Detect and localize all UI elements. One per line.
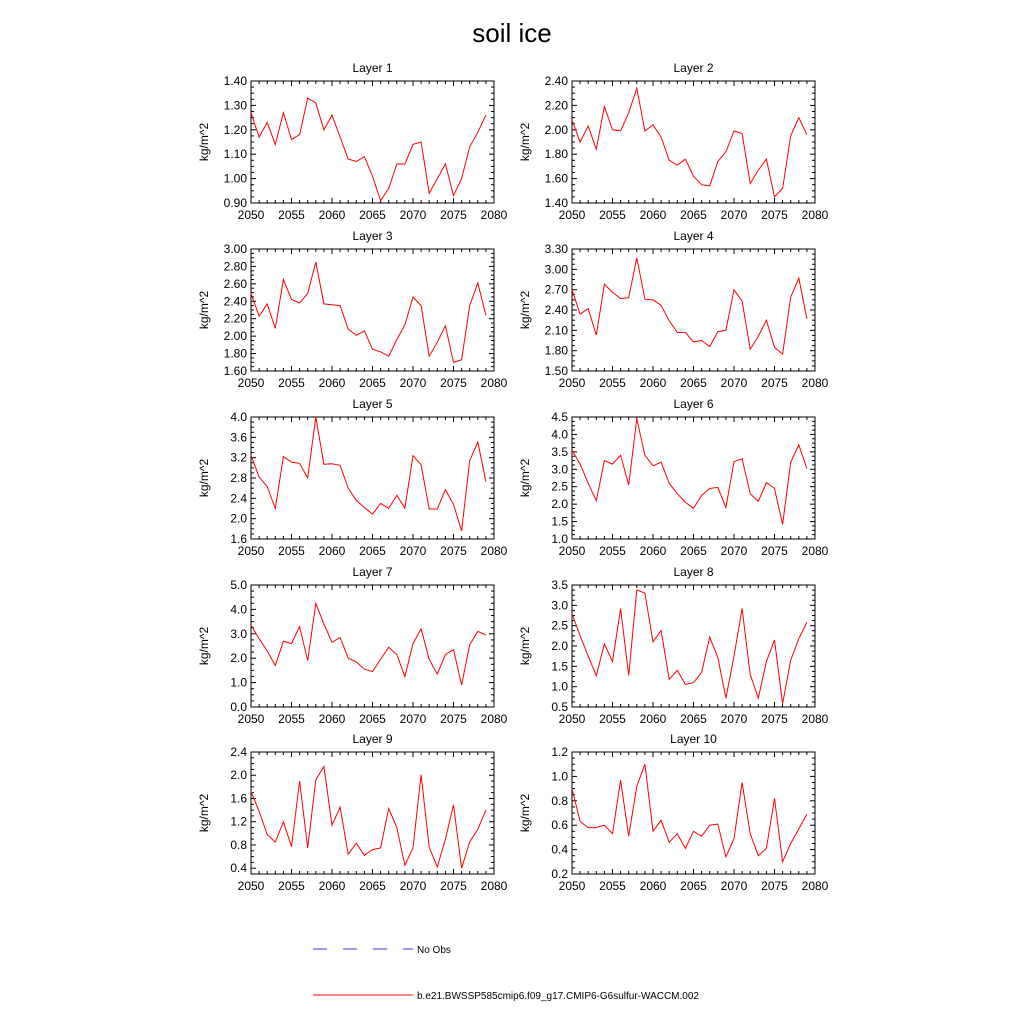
y-tick-label: 1.00	[223, 171, 247, 186]
y-tick-label: 3.0	[551, 462, 568, 477]
x-tick-label: 2065	[359, 712, 386, 726]
x-tick-label: 2080	[801, 376, 829, 390]
panel-title: Layer 10	[670, 732, 717, 746]
y-axis-label: kg/m^2	[518, 793, 532, 833]
x-tick-label: 2055	[278, 208, 305, 222]
y-tick-label: 2.20	[544, 98, 568, 113]
y-tick-label: 1.20	[223, 122, 247, 137]
y-tick-label: 2.5	[551, 479, 568, 494]
x-tick-label: 2055	[278, 879, 305, 893]
y-tick-label: 0.0	[230, 700, 247, 714]
series-line	[572, 764, 807, 862]
x-tick-label: 2060	[318, 376, 346, 390]
y-tick-label: 1.5	[551, 514, 568, 529]
x-tick-label: 2065	[359, 208, 386, 222]
x-tick-label: 2055	[599, 879, 626, 893]
series-line	[251, 767, 486, 869]
x-tick-label: 2060	[639, 879, 667, 893]
series-line	[572, 590, 807, 704]
panel-title: Layer 8	[673, 565, 714, 579]
x-tick-label: 2080	[801, 879, 829, 893]
panel-title: Layer 4	[673, 229, 714, 243]
y-tick-label: 3.2	[230, 450, 247, 465]
y-tick-label: 1.50	[544, 364, 568, 378]
y-tick-label: 2.20	[223, 311, 247, 326]
panel-layer-4	[518, 229, 829, 390]
legend-model-label: b.e21.BWSSP585cmip6.f09_g17.CMIP6-G6sulfur-WACCM.002	[417, 991, 699, 1002]
y-tick-label: 2.70	[544, 282, 568, 297]
y-tick-label: 1.5	[551, 659, 568, 674]
x-tick-label: 2065	[680, 879, 707, 893]
x-tick-label: 2060	[318, 712, 346, 726]
plot-frame	[572, 249, 815, 371]
y-tick-label: 1.6	[230, 791, 247, 806]
x-tick-label: 2055	[278, 712, 305, 726]
legend-no-obs-label: No Obs	[417, 945, 451, 956]
plot-frame	[251, 752, 494, 874]
y-tick-label: 2.60	[223, 276, 247, 291]
y-tick-label: 5.0	[230, 578, 247, 592]
x-tick-label: 2075	[440, 544, 467, 558]
x-tick-label: 2080	[801, 712, 829, 726]
x-tick-label: 2080	[480, 208, 508, 222]
series-line	[572, 419, 807, 525]
plot-frame	[572, 585, 815, 707]
x-tick-label: 2060	[318, 544, 346, 558]
y-tick-label: 2.40	[223, 294, 247, 309]
y-tick-label: 4.5	[551, 410, 568, 424]
x-tick-label: 2055	[278, 544, 305, 558]
x-tick-label: 2065	[359, 544, 386, 558]
y-tick-label: 2.00	[544, 122, 568, 137]
x-tick-label: 2060	[639, 544, 667, 558]
x-tick-label: 2070	[399, 208, 427, 222]
y-tick-label: 2.80	[223, 259, 247, 274]
x-tick-label: 2080	[480, 879, 508, 893]
plot-frame	[251, 417, 494, 539]
y-tick-label: 2.0	[551, 639, 568, 653]
y-tick-label: 0.8	[230, 837, 247, 852]
panel-title: Layer 9	[352, 732, 393, 746]
y-axis-label: kg/m^2	[197, 122, 211, 162]
y-tick-label: 3.0	[230, 626, 247, 641]
series-line	[251, 417, 486, 531]
x-tick-label: 2080	[480, 544, 508, 558]
y-tick-label: 2.5	[551, 618, 568, 633]
y-tick-label: 1.0	[230, 675, 247, 690]
series-line	[572, 88, 807, 197]
panel-title: Layer 5	[352, 397, 393, 411]
y-axis-label: kg/m^2	[518, 458, 532, 498]
y-tick-label: 2.4	[230, 491, 247, 506]
panel-title: Layer 7	[352, 565, 393, 579]
y-tick-label: 2.0	[551, 497, 568, 512]
x-tick-label: 2070	[720, 879, 748, 893]
y-axis-label: kg/m^2	[518, 290, 532, 330]
y-tick-label: 1.0	[551, 532, 568, 546]
y-axis-label: kg/m^2	[197, 290, 211, 330]
y-tick-label: 2.4	[230, 745, 247, 759]
x-tick-label: 2050	[237, 712, 265, 726]
y-tick-label: 1.60	[223, 364, 247, 378]
figure-title: soil ice	[472, 18, 552, 48]
x-tick-label: 2055	[599, 208, 626, 222]
panel-layer-1	[197, 61, 508, 222]
y-tick-label: 3.00	[544, 262, 568, 277]
x-tick-label: 2075	[761, 879, 788, 893]
plot-frame	[572, 752, 815, 874]
x-tick-label: 2070	[399, 544, 427, 558]
x-tick-label: 2055	[278, 376, 305, 390]
panel-title: Layer 1	[352, 61, 393, 75]
y-tick-label: 0.2	[551, 867, 568, 881]
x-tick-label: 2065	[359, 376, 386, 390]
x-tick-label: 2075	[440, 712, 467, 726]
panel-layer-3	[197, 229, 508, 390]
y-axis-label: kg/m^2	[197, 458, 211, 498]
y-tick-label: 2.40	[544, 303, 568, 317]
x-tick-label: 2070	[399, 376, 427, 390]
panel-layer-7	[197, 565, 508, 726]
x-tick-label: 2060	[318, 208, 346, 222]
panel-layer-6	[518, 397, 829, 558]
panel-title: Layer 2	[673, 61, 714, 75]
x-tick-label: 2075	[761, 544, 788, 558]
x-tick-label: 2050	[237, 376, 265, 390]
y-tick-label: 3.0	[551, 598, 568, 613]
x-tick-label: 2065	[680, 544, 707, 558]
legend	[313, 945, 699, 1002]
x-tick-label: 2070	[720, 544, 748, 558]
x-tick-label: 2050	[558, 544, 586, 558]
y-tick-label: 1.30	[223, 98, 247, 113]
panel-layer-5	[197, 397, 508, 558]
y-tick-label: 1.80	[223, 346, 247, 361]
y-tick-label: 1.0	[551, 769, 568, 784]
plot-frame	[251, 585, 494, 707]
x-tick-label: 2050	[237, 879, 265, 893]
plot-frame	[572, 417, 815, 539]
y-tick-label: 3.00	[223, 242, 247, 256]
y-tick-label: 0.90	[223, 196, 247, 210]
y-tick-label: 1.40	[223, 74, 247, 88]
x-tick-label: 2075	[440, 376, 467, 390]
x-tick-label: 2060	[639, 712, 667, 726]
x-tick-label: 2060	[639, 376, 667, 390]
y-axis-label: kg/m^2	[518, 626, 532, 666]
y-tick-label: 1.6	[230, 532, 247, 546]
x-tick-label: 2060	[639, 208, 667, 222]
panels	[197, 61, 829, 893]
y-tick-label: 1.2	[230, 814, 247, 829]
x-tick-label: 2075	[440, 208, 467, 222]
y-tick-label: 0.4	[551, 842, 568, 857]
x-tick-label: 2080	[801, 544, 829, 558]
x-tick-label: 2055	[599, 544, 626, 558]
x-tick-label: 2050	[558, 208, 586, 222]
x-tick-label: 2075	[761, 712, 788, 726]
x-tick-label: 2065	[680, 712, 707, 726]
x-tick-label: 2075	[761, 208, 788, 222]
x-tick-label: 2070	[720, 376, 748, 390]
x-tick-label: 2050	[558, 879, 586, 893]
y-tick-label: 0.6	[551, 818, 568, 833]
x-tick-label: 2075	[440, 879, 467, 893]
y-tick-label: 2.40	[544, 74, 568, 88]
y-axis-label: kg/m^2	[197, 626, 211, 666]
x-tick-label: 2070	[399, 712, 427, 726]
x-tick-label: 2080	[480, 376, 508, 390]
y-tick-label: 1.80	[544, 343, 568, 358]
y-tick-label: 3.6	[230, 430, 247, 445]
y-tick-label: 3.5	[551, 444, 568, 459]
x-tick-label: 2080	[480, 712, 508, 726]
x-tick-label: 2050	[558, 712, 586, 726]
plot-frame	[572, 81, 815, 203]
y-tick-label: 0.5	[551, 700, 568, 714]
panel-title: Layer 6	[673, 397, 714, 411]
y-tick-label: 2.10	[544, 323, 568, 338]
y-tick-label: 2.0	[230, 768, 247, 783]
plot-frame	[251, 249, 494, 371]
series-line	[251, 98, 486, 201]
y-tick-label: 1.2	[551, 745, 568, 759]
x-tick-label: 2070	[720, 208, 748, 222]
y-tick-label: 2.00	[223, 329, 247, 344]
x-tick-label: 2065	[359, 879, 386, 893]
y-tick-label: 0.8	[551, 793, 568, 808]
y-tick-label: 2.0	[230, 511, 247, 526]
x-tick-label: 2055	[599, 376, 626, 390]
y-axis-label: kg/m^2	[197, 793, 211, 833]
y-tick-label: 3.30	[544, 242, 568, 256]
y-axis-label: kg/m^2	[518, 122, 532, 162]
y-tick-label: 1.40	[544, 196, 568, 210]
y-tick-label: 2.0	[230, 651, 247, 666]
x-tick-label: 2080	[801, 208, 829, 222]
panel-layer-10	[518, 732, 829, 893]
x-tick-label: 2060	[318, 879, 346, 893]
x-tick-label: 2075	[761, 376, 788, 390]
panel-title: Layer 3	[352, 229, 393, 243]
y-tick-label: 3.5	[551, 578, 568, 592]
x-tick-label: 2065	[680, 208, 707, 222]
y-tick-label: 1.60	[544, 171, 568, 186]
y-tick-label: 4.0	[230, 602, 247, 617]
y-tick-label: 2.8	[230, 471, 247, 485]
x-tick-label: 2070	[720, 712, 748, 726]
x-tick-label: 2065	[680, 376, 707, 390]
x-tick-label: 2055	[599, 712, 626, 726]
x-tick-label: 2050	[558, 376, 586, 390]
series-line	[251, 262, 486, 362]
x-tick-label: 2050	[237, 544, 265, 558]
panel-layer-2	[518, 61, 829, 222]
y-tick-label: 1.10	[223, 147, 247, 162]
y-tick-label: 1.0	[551, 679, 568, 694]
plot-frame	[251, 81, 494, 203]
panel-layer-8	[518, 565, 829, 726]
series-line	[572, 258, 807, 354]
y-tick-label: 1.80	[544, 147, 568, 162]
x-tick-label: 2050	[237, 208, 265, 222]
series-line	[251, 603, 486, 685]
y-tick-label: 4.0	[551, 427, 568, 442]
y-tick-label: 0.4	[230, 861, 247, 876]
panel-layer-9	[197, 732, 508, 893]
y-tick-label: 4.0	[230, 410, 247, 424]
x-tick-label: 2070	[399, 879, 427, 893]
